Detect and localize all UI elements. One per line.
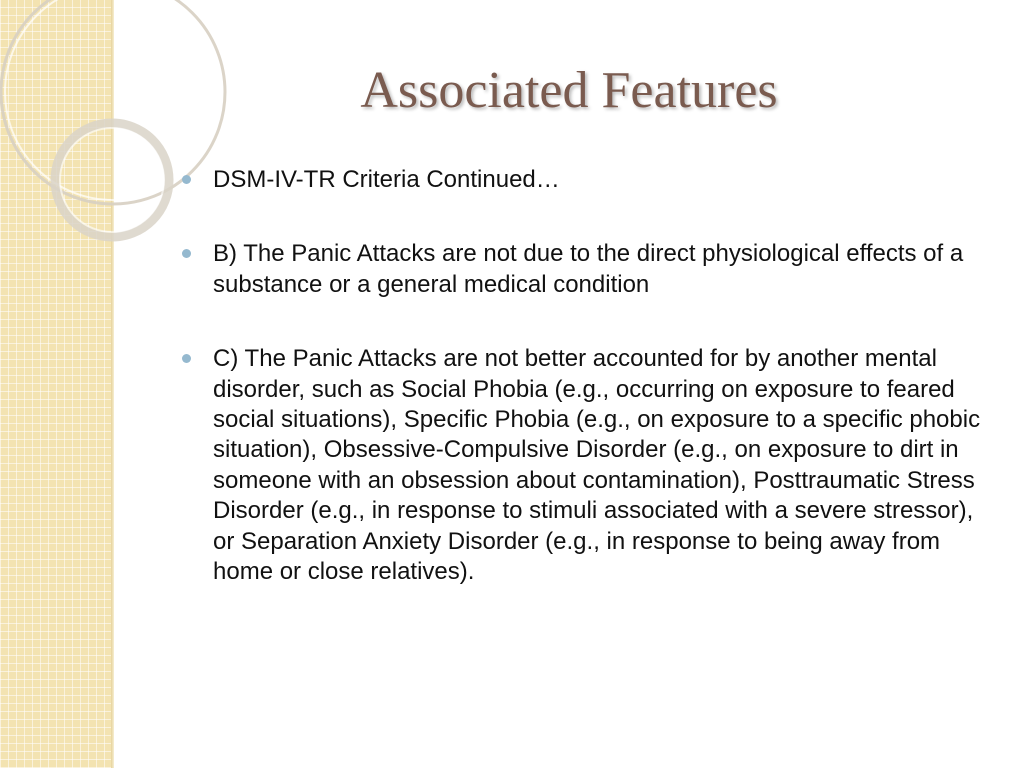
bullet-item [180, 344, 1000, 587]
small-ring-highlight [60, 128, 164, 232]
bullet-dot-icon [182, 175, 191, 184]
bullet-list [180, 165, 1000, 587]
bullet-text: C) The Panic Attacks are not better accounted for by another mental disorder, such as Social Phobia (e.g., occurring on exposure to feared social situations), Specific Phobia (e.g., on exposure to a specific phobic situation), Obsessive-Compulsive Disorder (e.g., on exposure to dirt in someone with an obsession about contamination), Posttraumatic Stress Disorder (e.g., in response to stimuli associated with a severe stressor), or Separation Anxiety Disorder (e.g., in response to being away from home or close relatives). [213, 345, 981, 586]
bullet-dot-icon [182, 354, 191, 363]
bullet-dot-icon [182, 249, 191, 258]
bullet-item [180, 165, 1000, 195]
small-ring [55, 123, 169, 237]
slide-title: Associated Features [360, 62, 778, 119]
bullet-item [180, 239, 1000, 300]
bullet-text: B) The Panic Attacks are not due to the direct physiological effects of a substance or a general medical condition [213, 240, 964, 298]
bullet-text: DSM-IV-TR Criteria Continued… [213, 166, 560, 193]
